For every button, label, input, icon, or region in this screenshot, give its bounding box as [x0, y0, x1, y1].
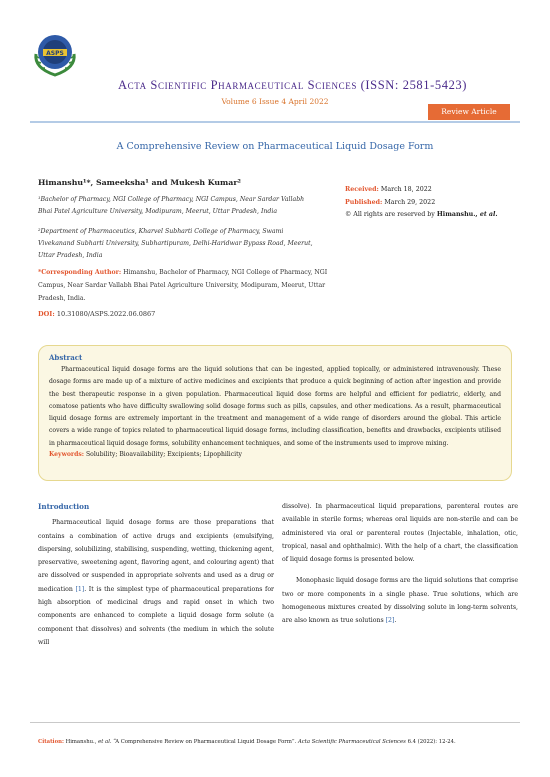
corresponding-author: [38, 267, 328, 305]
corresponding-text: Himanshu, Bachelor of Pharmacy, NGI College of Pharmacy, NGI Campus, Near Sardar Vallabh Bhai Patel Agriculture University, Modipuram, Meerut, Uttar Pradesh, India.: [38, 269, 328, 302]
journal-logo: [30, 28, 80, 78]
reference-link-2[interactable]: [2]: [385, 617, 395, 625]
journal-title: Acta Scientific Pharmaceutical Sciences (ISSN: 2581-5423): [118, 78, 468, 92]
doi-label: DOI:: [38, 310, 55, 318]
rights-prefix: © All rights are reserved by: [345, 211, 437, 218]
rights-name: Himanshu.,: [436, 211, 480, 218]
citation-label: Citation:: [38, 739, 64, 745]
citation-title: “A Comprehensive Review on Pharmaceutical Liquid Dosage Form”.: [111, 739, 298, 745]
right-text-a: Monophasic liquid dosage forms are the liquid solutions that comprise two or more components in a single phase. True solutions, which are homogeneous mixtures created by dissolving solute in long-term solvents, are also known as true solutions: [282, 577, 518, 625]
citation: [38, 739, 518, 745]
rights-etal: et al.: [479, 211, 498, 218]
rights-statement: [345, 209, 525, 222]
author-list: Himanshu¹*, Sameeksha¹ and Mukesh Kumar²: [38, 178, 241, 187]
reference-link-1[interactable]: [1]: [75, 585, 85, 593]
doi-value[interactable]: 10.31080/ASPS.2022.06.0867: [54, 310, 156, 318]
citation-volume: 6.4 (2022): 12-24.: [405, 739, 456, 745]
body-column-right: [282, 500, 518, 628]
right-paragraph-2: [282, 574, 518, 627]
keywords-label: Keywords:: [49, 451, 85, 459]
published-value: March 29, 2022: [382, 198, 436, 206]
abstract-heading: Abstract: [49, 353, 83, 362]
footer-divider: [30, 722, 520, 723]
paragraph-gap: [282, 566, 518, 574]
affiliation-2: ²Department of Pharmaceutics, Kharvel Subharti College of Pharmacy, Swami Vivekanand Subharti University, Subhartipuram, Delhi-Haridwar Bypass Road, Meerut, Uttar Pradesh, India: [38, 228, 313, 259]
corresponding-label: *Corresponding Author:: [38, 269, 122, 276]
issue-info: Volume 6 Issue 4 April 2022: [221, 97, 329, 106]
abstract-text: Pharmaceutical liquid dosage forms are the liquid solutions that can be ingested, applied topically, or administered intravenously. These dosage forms are made up of a mixture of active medicines and excipients that produce a quick beginning of action after ingestion and provide the best therapeutic response in a given population. Pharmaceutical liquid dose forms are helpful and efficient for pediatric, elderly, and comatose patients who have difficulty swallowing solid dosage forms such as pills, capsules, and other medications. As a result, pharmaceutical liquid dosage forms are extremely important in the treatment and management of a wide range of disorders around the global. This article covers a wide range of topics related to pharmaceutical liquid dosage forms, including classification, benefits and drawbacks, excipients utilised in pharmaceutical liquid dosage forms, solubility enhancement techniques, and some of the instruments used to improve mixing.: [49, 366, 501, 447]
article-dates: [345, 184, 525, 222]
published-label: Published:: [345, 198, 383, 206]
citation-journal: Acta Scientific Pharmaceutical Sciences: [297, 739, 406, 745]
keywords-value: Solubility; Bioavailability; Excipients; Lipophilicity: [84, 451, 242, 459]
affiliation-1: ¹Bachelor of Pharmacy, NGI College of Pharmacy, NGI Campus, Near Sardar Vallabh Bhai Patel Agriculture University, Modipuram, Meerut, Uttar Pradesh, India: [38, 196, 305, 215]
article-title: A Comprehensive Review on Pharmaceutical Liquid Dosage Form: [116, 141, 434, 152]
abstract-box: [38, 345, 512, 481]
svg-text:ASPS: ASPS: [46, 49, 64, 57]
received-label: Received:: [345, 186, 379, 193]
section-heading-introduction: Introduction: [38, 502, 90, 511]
intro-paragraph: [38, 516, 274, 649]
header-divider: [30, 121, 520, 123]
intro-text-a: Pharmaceutical liquid dosage forms are those preparations that contains a combination of active drugs and excipients (emulsifying, dispersing, solubilizing, stabilising, suspending, wetting, thickening agent, preservative, sweetening agent, flavoring agent, and colouring agent) that are dissolved or suspended in appropriate solvents and used as a drug or medication: [38, 519, 274, 593]
intro-text-b: . It is the simplest type of pharmaceutical preparations for high absorption of medicinal drugs and rapid onset in which two components are enhanced to complete a liquid dosage form solute (a component that dissolves) and solvents (the medium in which the solute will: [38, 585, 275, 646]
published-date: [345, 197, 525, 210]
right-text-b: .: [394, 617, 397, 625]
article-type-badge: Review Article: [428, 104, 510, 120]
citation-etal: et al.: [98, 739, 112, 745]
received-value: March 18, 2022: [378, 186, 432, 193]
received-date: [345, 184, 525, 197]
doi: [38, 310, 155, 318]
right-paragraph-1: dissolve). In pharmaceutical liquid preparations, parenteral routes are available in sterile forms; whereas oral liquids are non-sterile and can be administered via oral or parenteral routes (Injectable, inhalation, otic, tropical, nasal and ophthalmic). With the help of a chart, the classification of liquid dosage forms is presented below.: [282, 503, 518, 564]
citation-authors: Himanshu.,: [63, 739, 99, 745]
keywords: [49, 451, 501, 458]
body-column-left: [38, 500, 274, 649]
